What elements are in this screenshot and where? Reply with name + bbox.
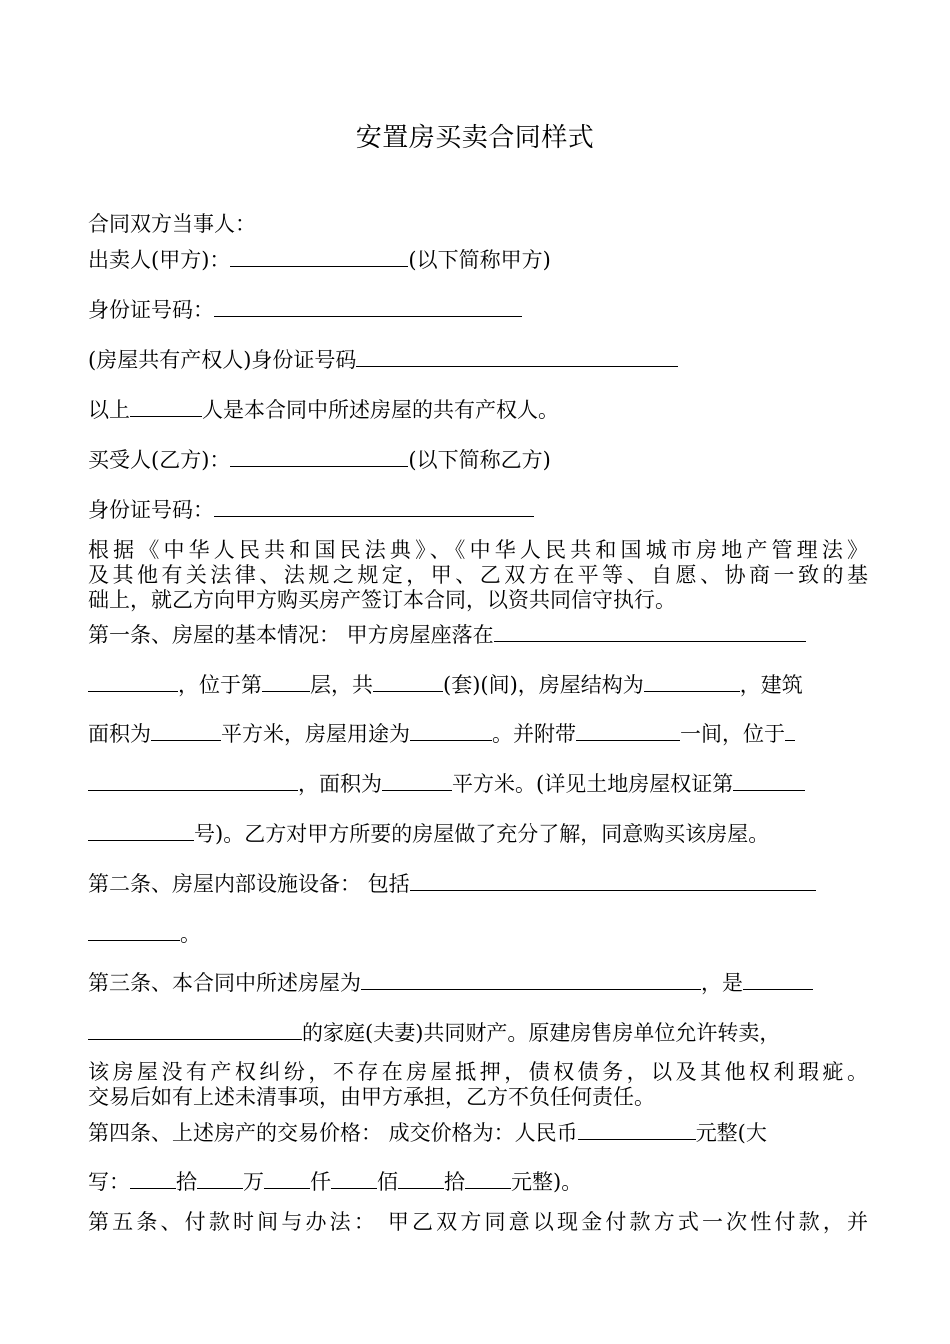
article1-text-build: ，建筑 [739,673,803,697]
article1-text-area: 面积为 [88,722,151,746]
structure-blank [644,672,740,692]
article1-text-total: 层，共 [310,673,373,697]
article1-text-structure: (套)(间)，房屋结构为 [443,673,644,697]
price-yuan-blank [465,1169,511,1189]
buyer-name-blank [230,447,408,467]
article1-line-3 [88,720,868,748]
article1-text-area2: ，面积为 [298,772,382,796]
price-shiwan-blank [130,1169,176,1189]
article2-heading: 第二条、房屋内部设施设备： 包括 [88,872,410,896]
seller-id-blank [214,297,522,317]
article2-line-2 [88,920,868,948]
buyer-label: 买受人(乙方)： [88,448,231,472]
preamble-line-2: 及其他有关法律、法规之规定，甲、乙双方在平等、自愿、协商一致的基 [88,563,868,587]
article3-text-is: ，是 [701,971,743,995]
article2-line-1 [88,870,868,898]
facilities-blank [410,871,816,891]
article4-heading: 第四条、上述房产的交易价格： 成交价格为：人民币 [88,1121,578,1145]
article1-line-2 [88,671,868,699]
article1-line-4 [88,770,868,798]
floor-blank [262,672,310,692]
article4-unit-shi: 拾 [176,1170,197,1194]
located-blank [88,771,298,791]
article1-text-floor: ，位于第 [178,673,262,697]
article3-line-1 [88,969,868,997]
price-shi-blank [398,1169,444,1189]
article1-line-5 [88,820,868,848]
co-owner-note-line [88,396,868,424]
seller-id-line [88,296,868,324]
price-blank [578,1120,696,1140]
buyer-line [88,446,868,474]
co-owner-id-line [88,346,868,374]
article1-text-usage: 平方米，房屋用途为 [221,722,410,746]
document-title: 安置房买卖合同样式 [355,123,595,153]
article4-text-yuan: 元整(大 [695,1121,767,1145]
article4-text-end: 元整)。 [511,1170,583,1194]
article4-unit-shi2: 拾 [444,1170,465,1194]
seller-id-label: 身份证号码： [88,298,214,322]
article4-unit-wan: 万 [243,1170,264,1194]
article4-line-2 [88,1168,868,1196]
article3-text-family: 的家庭(夫妻)共同财产。原建房售房单位允许转卖， [302,1021,781,1045]
article1-text-agreement: 号)。乙方对甲方所要的房屋做了充分了解，同意购买该房屋。 [194,822,770,846]
preamble-line-3: 础上，就乙方向甲方购买房产签订本合同，以资共同信守执行。 [88,588,676,612]
certificate-cont-blank [88,821,194,841]
attached-blank [576,721,680,741]
location-cont-blank [88,672,178,692]
owner-blank [743,970,813,990]
co-owner-note-suffix: 人是本合同中所述房屋的共有产权人。 [202,398,559,422]
article5-line-1: 第五条、付款时间与办法： 甲乙双方同意以现金付款方式一次性付款，并 [88,1210,868,1234]
seller-label: 出卖人(甲方)： [88,248,231,272]
article4-line-1 [88,1119,868,1147]
article3-line-2 [88,1019,868,1047]
buyer-id-blank [214,497,534,517]
area-blank [151,721,221,741]
co-owner-id-label: (房屋共有产权人)身份证号码 [88,348,357,372]
usage-blank [410,721,492,741]
parties-heading: 合同双方当事人： [88,212,256,236]
co-owner-note-prefix: 以上 [88,398,130,422]
units-blank [373,672,443,692]
buyer-id-line [88,496,868,524]
buyer-suffix: (以下简称乙方) [408,448,551,472]
preamble-line-1: 根据《中华人民共和国民法典》、《中华人民共和国城市房地产管理法》 [88,538,868,562]
article1-text-attached: 。并附带 [492,722,576,746]
property-location-blank [494,622,806,642]
article1-text-certificate: 平方米。(详见土地房屋权证第 [452,772,734,796]
article3-heading: 第三条、本合同中所述房屋为 [88,971,361,995]
facilities-cont-blank [88,921,180,941]
article3-line-3: 该房屋没有产权纠纷，不存在房屋抵押，债权债务，以及其他权利瑕疵。 [88,1060,868,1084]
co-owner-count-blank [130,397,202,417]
area2-blank [382,771,452,791]
seller-suffix: (以下简称甲方) [408,248,551,272]
seller-name-blank [230,247,408,267]
article1-heading: 第一条、房屋的基本情况： 甲方房屋座落在 [88,623,494,647]
co-owner-id-blank [356,347,678,367]
article3-line-4: 交易后如有上述未清事项，由甲方承担，乙方不负任何责任。 [88,1085,655,1109]
owner-cont-blank [88,1020,302,1040]
article1-text-located: 一间，位于 [680,722,785,746]
buyer-id-label: 身份证号码： [88,498,214,522]
property-desc-blank [361,970,701,990]
certificate-blank [733,771,805,791]
article4-unit-qian: 仟 [310,1170,331,1194]
price-qian-blank [264,1169,310,1189]
located-blank-start [785,721,795,741]
price-wan-blank [197,1169,243,1189]
article1-line-1 [88,621,868,649]
seller-line [88,246,868,274]
article2-end: 。 [180,922,201,946]
article4-text-write: 写： [88,1170,130,1194]
article4-unit-bai: 佰 [377,1170,398,1194]
price-bai-blank [331,1169,377,1189]
